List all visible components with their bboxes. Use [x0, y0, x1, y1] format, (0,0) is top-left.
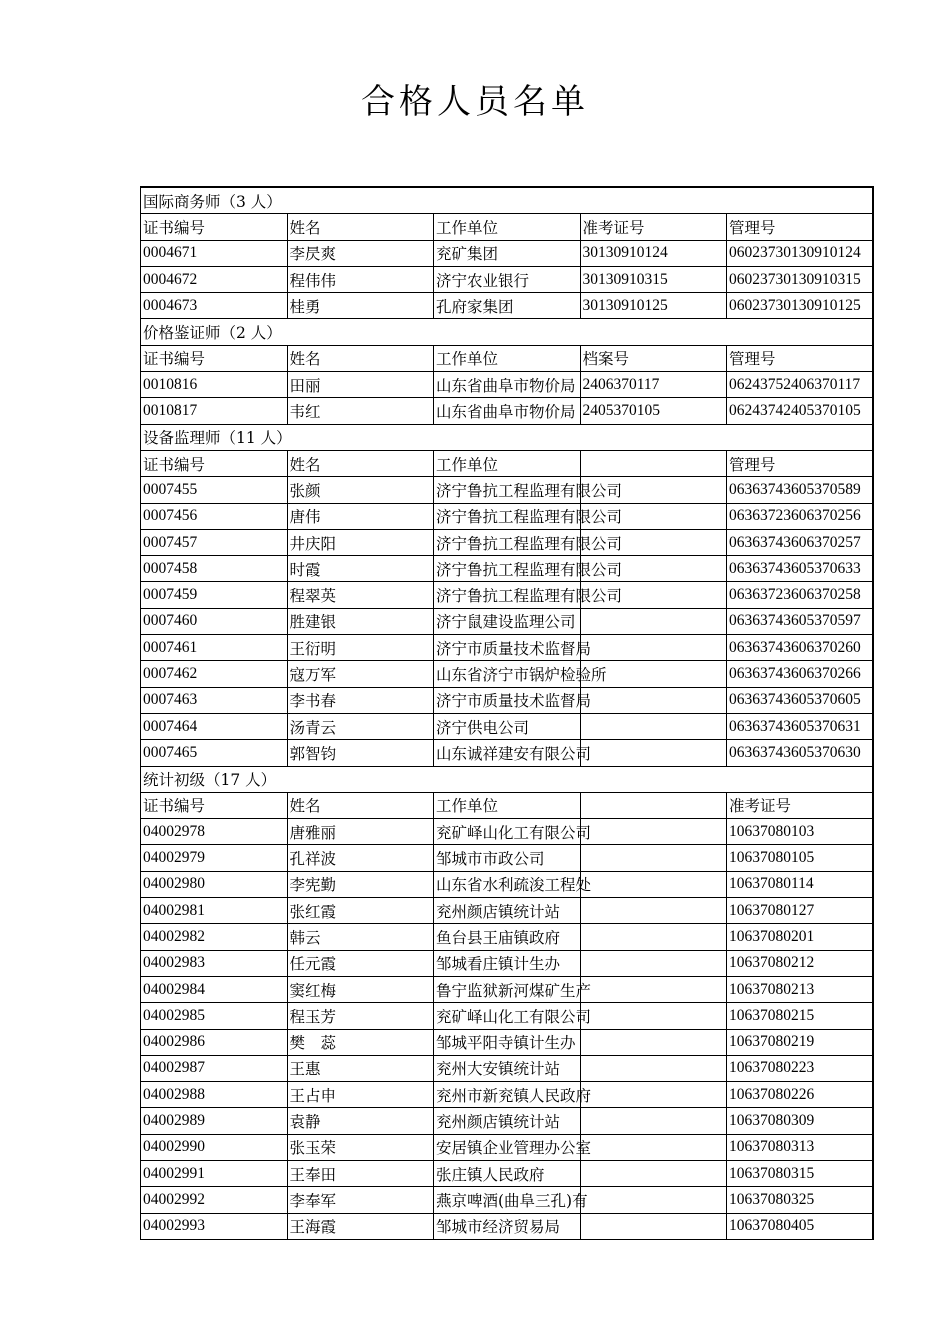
name-cell: 唐雅丽 — [287, 819, 434, 845]
personnel-table-body — [141, 187, 874, 1239]
management-number-cell: 06023730130910315 — [727, 266, 874, 292]
exam-number-cell — [580, 1003, 727, 1029]
name-cell: 时霞 — [287, 556, 434, 582]
name-cell: 程翠英 — [287, 582, 434, 608]
personnel-table — [140, 186, 874, 1240]
table-row — [141, 687, 874, 713]
exam-number-cell — [580, 740, 727, 766]
name-cell: 张颜 — [287, 477, 434, 503]
exam-number-cell — [580, 819, 727, 845]
name-cell: 李昃爽 — [287, 240, 434, 266]
column-header: 工作单位 — [434, 792, 581, 818]
table-row — [141, 661, 874, 687]
exam-number-cell — [580, 1160, 727, 1186]
work-unit-cell: 兖州大安镇统计站 — [434, 1055, 581, 1081]
table-row — [141, 582, 874, 608]
table-row — [141, 503, 874, 529]
name-cell: 李书春 — [287, 687, 434, 713]
name-cell: 井庆阳 — [287, 529, 434, 555]
name-cell: 李奉军 — [287, 1187, 434, 1213]
management-number-cell: 06363723606370256 — [727, 503, 874, 529]
work-unit-cell: 兖州颜店镇统计站 — [434, 898, 581, 924]
table-row — [141, 819, 874, 845]
table-row — [141, 1160, 874, 1186]
cert-number-cell: 04002979 — [141, 845, 288, 871]
column-header: 证书编号 — [141, 450, 288, 476]
name-cell: 张玉荣 — [287, 1134, 434, 1160]
name-cell: 王衍明 — [287, 635, 434, 661]
table-row — [141, 529, 874, 555]
column-header: 档案号 — [580, 345, 727, 371]
work-unit-cell: 济宁鼠建设监理公司 — [434, 608, 581, 634]
exam-number-cell — [580, 608, 727, 634]
work-unit-cell: 山东省水利疏浚工程处 — [434, 871, 581, 897]
name-cell: 胜建银 — [287, 608, 434, 634]
exam-number-cell — [580, 1134, 727, 1160]
column-header: 证书编号 — [141, 214, 288, 240]
cert-number-cell: 04002982 — [141, 924, 288, 950]
cert-number-cell: 0007464 — [141, 713, 288, 739]
exam-number-cell — [580, 1108, 727, 1134]
table-row — [141, 1003, 874, 1029]
name-cell: 樊 蕊 — [287, 1029, 434, 1055]
management-number-cell: 10637080325 — [727, 1187, 874, 1213]
table-row — [141, 372, 874, 398]
cert-number-cell: 04002983 — [141, 950, 288, 976]
exam-number-cell — [580, 635, 727, 661]
column-header: 管理号 — [727, 214, 874, 240]
name-cell: 田丽 — [287, 372, 434, 398]
management-number-cell: 06363743605370633 — [727, 556, 874, 582]
work-unit-cell: 鲁宁监狱新河煤矿生产 — [434, 976, 581, 1002]
work-unit-cell: 兖矿峄山化工有限公司 — [434, 819, 581, 845]
column-header — [580, 450, 727, 476]
name-cell: 张红霞 — [287, 898, 434, 924]
work-unit-cell: 济宁农业银行 — [434, 266, 581, 292]
table-row — [141, 950, 874, 976]
section-heading-row — [141, 766, 874, 792]
section-heading: 设备监理师（11 人） — [141, 424, 874, 450]
work-unit-cell: 燕京啤酒(曲阜三孔)有 — [434, 1187, 581, 1213]
management-number-cell: 10637080201 — [727, 924, 874, 950]
exam-number-cell — [580, 1082, 727, 1108]
name-cell: 桂勇 — [287, 293, 434, 319]
table-row — [141, 608, 874, 634]
cert-number-cell: 04002978 — [141, 819, 288, 845]
exam-number-cell — [580, 1187, 727, 1213]
table-row — [141, 266, 874, 292]
cert-number-cell: 04002984 — [141, 976, 288, 1002]
cert-number-cell: 0007465 — [141, 740, 288, 766]
cert-number-cell: 0007458 — [141, 556, 288, 582]
table-row — [141, 293, 874, 319]
table-row — [141, 398, 874, 424]
management-number-cell: 10637080212 — [727, 950, 874, 976]
name-cell: 李宪勤 — [287, 871, 434, 897]
management-number-cell: 06363743606370266 — [727, 661, 874, 687]
cert-number-cell: 04002988 — [141, 1082, 288, 1108]
name-cell: 韩云 — [287, 924, 434, 950]
name-cell: 任元霞 — [287, 950, 434, 976]
management-number-cell: 06363743606370257 — [727, 529, 874, 555]
work-unit-cell: 兖州市新兖镇人民政府 — [434, 1082, 581, 1108]
table-row — [141, 845, 874, 871]
column-header: 证书编号 — [141, 345, 288, 371]
table-row — [141, 976, 874, 1002]
table-row — [141, 871, 874, 897]
work-unit-cell: 兖矿集团 — [434, 240, 581, 266]
table-row — [141, 898, 874, 924]
work-unit-cell: 济宁鲁抗工程监理有限公司 — [434, 503, 581, 529]
management-number-cell: 10637080223 — [727, 1055, 874, 1081]
management-number-cell: 06363743605370597 — [727, 608, 874, 634]
work-unit-cell: 济宁鲁抗工程监理有限公司 — [434, 529, 581, 555]
name-cell: 袁静 — [287, 1108, 434, 1134]
cert-number-cell: 0010816 — [141, 372, 288, 398]
section-heading-row — [141, 319, 874, 345]
page-title: 合格人员名单 — [361, 82, 589, 122]
column-header — [580, 792, 727, 818]
exam-number-cell: 30130910315 — [580, 266, 727, 292]
exam-number-cell — [580, 687, 727, 713]
column-header: 姓名 — [287, 345, 434, 371]
table-row — [141, 1082, 874, 1108]
column-header-row — [141, 792, 874, 818]
name-cell: 王奉田 — [287, 1160, 434, 1186]
column-header: 姓名 — [287, 214, 434, 240]
management-number-cell: 06363743606370260 — [727, 635, 874, 661]
exam-number-cell — [580, 924, 727, 950]
exam-number-cell — [580, 1055, 727, 1081]
cert-number-cell: 04002985 — [141, 1003, 288, 1029]
table-row — [141, 1213, 874, 1239]
work-unit-cell: 兖州颜店镇统计站 — [434, 1108, 581, 1134]
cert-number-cell: 04002980 — [141, 871, 288, 897]
cert-number-cell: 04002989 — [141, 1108, 288, 1134]
column-header: 姓名 — [287, 450, 434, 476]
table-row — [141, 635, 874, 661]
work-unit-cell: 邹城平阳寺镇计生办 — [434, 1029, 581, 1055]
exam-number-cell: 30130910125 — [580, 293, 727, 319]
management-number-cell: 10637080103 — [727, 819, 874, 845]
table-row — [141, 240, 874, 266]
cert-number-cell: 0004673 — [141, 293, 288, 319]
column-header-row — [141, 345, 874, 371]
name-cell: 郭智钧 — [287, 740, 434, 766]
management-number-cell: 10637080114 — [727, 871, 874, 897]
management-number-cell: 06243752406370117 — [727, 372, 874, 398]
cert-number-cell: 04002986 — [141, 1029, 288, 1055]
cert-number-cell: 04002990 — [141, 1134, 288, 1160]
work-unit-cell: 邹城市经济贸易局 — [434, 1213, 581, 1239]
work-unit-cell: 济宁市质量技术监督局 — [434, 635, 581, 661]
management-number-cell: 06023730130910125 — [727, 293, 874, 319]
section-heading-row — [141, 424, 874, 450]
management-number-cell: 10637080215 — [727, 1003, 874, 1029]
management-number-cell: 06363743605370630 — [727, 740, 874, 766]
column-header: 准考证号 — [580, 214, 727, 240]
name-cell: 唐伟 — [287, 503, 434, 529]
management-number-cell: 10637080219 — [727, 1029, 874, 1055]
name-cell: 窦红梅 — [287, 976, 434, 1002]
exam-number-cell — [580, 845, 727, 871]
section-heading: 价格鉴证师（2 人） — [141, 319, 874, 345]
management-number-cell: 06363723606370258 — [727, 582, 874, 608]
work-unit-cell: 邹城市市政公司 — [434, 845, 581, 871]
name-cell: 程玉芳 — [287, 1003, 434, 1029]
cert-number-cell: 04002992 — [141, 1187, 288, 1213]
cert-number-cell: 0007460 — [141, 608, 288, 634]
cert-number-cell: 0010817 — [141, 398, 288, 424]
work-unit-cell: 济宁鲁抗工程监理有限公司 — [434, 477, 581, 503]
exam-number-cell — [580, 976, 727, 1002]
name-cell: 孔祥波 — [287, 845, 434, 871]
personnel-table-container — [140, 186, 876, 1240]
work-unit-cell: 山东诚祥建安有限公司 — [434, 740, 581, 766]
name-cell: 王占申 — [287, 1082, 434, 1108]
column-header: 工作单位 — [434, 214, 581, 240]
table-row — [141, 1029, 874, 1055]
management-number-cell: 06243742405370105 — [727, 398, 874, 424]
management-number-cell: 10637080405 — [727, 1213, 874, 1239]
work-unit-cell: 山东省曲阜市物价局 — [434, 398, 581, 424]
column-header-row — [141, 214, 874, 240]
table-row — [141, 1055, 874, 1081]
work-unit-cell: 邹城看庄镇计生办 — [434, 950, 581, 976]
table-row — [141, 924, 874, 950]
management-number-cell: 06023730130910124 — [727, 240, 874, 266]
cert-number-cell: 0007456 — [141, 503, 288, 529]
table-row — [141, 713, 874, 739]
column-header: 准考证号 — [727, 792, 874, 818]
management-number-cell: 10637080127 — [727, 898, 874, 924]
cert-number-cell: 0007461 — [141, 635, 288, 661]
name-cell: 王惠 — [287, 1055, 434, 1081]
column-header: 工作单位 — [434, 450, 581, 476]
name-cell: 韦红 — [287, 398, 434, 424]
work-unit-cell: 张庄镇人民政府 — [434, 1160, 581, 1186]
management-number-cell: 10637080315 — [727, 1160, 874, 1186]
cert-number-cell: 04002981 — [141, 898, 288, 924]
work-unit-cell: 兖矿峄山化工有限公司 — [434, 1003, 581, 1029]
cert-number-cell: 0007457 — [141, 529, 288, 555]
cert-number-cell: 0007463 — [141, 687, 288, 713]
cert-number-cell: 0007455 — [141, 477, 288, 503]
column-header: 工作单位 — [434, 345, 581, 371]
exam-number-cell — [580, 1213, 727, 1239]
management-number-cell: 10637080313 — [727, 1134, 874, 1160]
work-unit-cell: 济宁鲁抗工程监理有限公司 — [434, 582, 581, 608]
work-unit-cell: 济宁市质量技术监督局 — [434, 687, 581, 713]
table-row — [141, 1134, 874, 1160]
section-heading: 国际商务师（3 人） — [141, 187, 874, 214]
management-number-cell: 10637080226 — [727, 1082, 874, 1108]
column-header: 姓名 — [287, 792, 434, 818]
work-unit-cell: 鱼台县王庙镇政府 — [434, 924, 581, 950]
cert-number-cell: 0004671 — [141, 240, 288, 266]
work-unit-cell: 济宁鲁抗工程监理有限公司 — [434, 556, 581, 582]
management-number-cell: 10637080309 — [727, 1108, 874, 1134]
work-unit-cell: 山东省曲阜市物价局 — [434, 372, 581, 398]
cert-number-cell: 0007462 — [141, 661, 288, 687]
column-header: 管理号 — [727, 345, 874, 371]
name-cell: 王海霞 — [287, 1213, 434, 1239]
name-cell: 程伟伟 — [287, 266, 434, 292]
management-number-cell: 06363743605370631 — [727, 713, 874, 739]
exam-number-cell: 30130910124 — [580, 240, 727, 266]
name-cell: 汤青云 — [287, 713, 434, 739]
section-heading: 统计初级（17 人） — [141, 766, 874, 792]
exam-number-cell — [580, 898, 727, 924]
cert-number-cell: 0004672 — [141, 266, 288, 292]
exam-number-cell — [580, 1029, 727, 1055]
table-row — [141, 740, 874, 766]
work-unit-cell: 孔府家集团 — [434, 293, 581, 319]
management-number-cell: 10637080213 — [727, 976, 874, 1002]
column-header: 管理号 — [727, 450, 874, 476]
cert-number-cell: 04002991 — [141, 1160, 288, 1186]
exam-number-cell — [580, 871, 727, 897]
management-number-cell: 06363743605370605 — [727, 687, 874, 713]
management-number-cell: 10637080105 — [727, 845, 874, 871]
exam-number-cell — [580, 713, 727, 739]
name-cell: 寇万军 — [287, 661, 434, 687]
table-row — [141, 1187, 874, 1213]
column-header: 证书编号 — [141, 792, 288, 818]
management-number-cell: 06363743605370589 — [727, 477, 874, 503]
work-unit-cell: 山东省济宁市锅炉检验所 — [434, 661, 581, 687]
column-header-row — [141, 450, 874, 476]
work-unit-cell: 安居镇企业管理办公室 — [434, 1134, 581, 1160]
work-unit-cell: 济宁供电公司 — [434, 713, 581, 739]
cert-number-cell: 0007459 — [141, 582, 288, 608]
cert-number-cell: 04002987 — [141, 1055, 288, 1081]
table-row — [141, 556, 874, 582]
table-row — [141, 1108, 874, 1134]
exam-number-cell: 2405370105 — [580, 398, 727, 424]
table-row — [141, 477, 874, 503]
section-heading-row — [141, 187, 874, 214]
exam-number-cell: 2406370117 — [580, 372, 727, 398]
cert-number-cell: 04002993 — [141, 1213, 288, 1239]
exam-number-cell — [580, 950, 727, 976]
